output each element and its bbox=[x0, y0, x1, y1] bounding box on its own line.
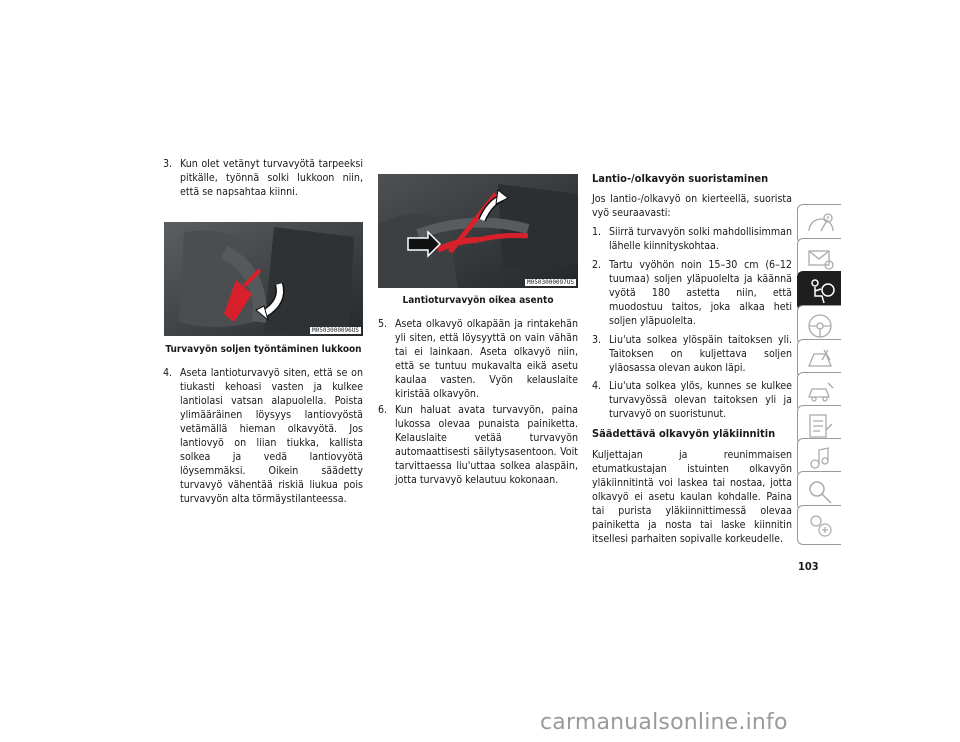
figure-caption: Lantioturvavyön oikea asento bbox=[402, 295, 554, 306]
item-text: Liu'uta solkea ylös, kunnes se kulkee turvavyössä olevan taitoksen yli ja turvavyö on suoristunut. bbox=[609, 380, 792, 420]
list-item bbox=[378, 403, 578, 487]
magnifier-icon bbox=[806, 478, 836, 506]
item-number: 5. bbox=[378, 318, 388, 330]
list-item bbox=[163, 157, 363, 199]
item-text: Kun haluat avata turvavyön, paina lukossa olevaa punaista painiketta. Kelauslaite vetää turvavyön automaattisesti säilytysasentoon. Voit tarvittaessa liu'uttaa solkea alaspäin, jotta turvavyö kelautuu kokonaan. bbox=[395, 404, 578, 486]
checklist-icon bbox=[806, 412, 836, 440]
body-paragraph: Kuljettajan ja reunimmaisen etumatkustajan istuinten olkavyön yläkiinnitintä voi laskea tai nostaa, jotta olkavyö ei asetu kaulan kohdalle. Paina tai purista yläkiinnittimessä olevaa painiketta ja nosta tai laske kiinnitin itsellesi parhaiten sopivalle korkeudelle. bbox=[592, 449, 792, 545]
item-text: Siirrä turvavyön solki mahdollisimman lähelle kiinnityskohtaa. bbox=[609, 226, 792, 252]
dashboard-info-icon bbox=[806, 211, 836, 239]
item-number: 4. bbox=[592, 380, 602, 392]
item-text: Liu'uta solkea ylöspäin taitoksen yli. Taitoksen on kuljettava soljen yläosassa olevan aukon läpi. bbox=[609, 334, 792, 374]
item-text: Kun olet vetänyt turvavyötä tarpeeksi pitkälle, työnnä solki lukkoon niin, että se napsahtaa kiinni. bbox=[180, 158, 363, 198]
figure-caption: Turvavyön soljen työntäminen lukkoon bbox=[165, 344, 362, 355]
figure-lap-belt-position bbox=[378, 174, 578, 288]
list-item bbox=[592, 225, 792, 253]
section-heading: Lantio-/olkavyön suoristaminen bbox=[592, 172, 769, 185]
item-text: Aseta olkavyö olkapään ja rintakehän yli siten, että löysyyttä on vain vähän tai ei lainkaan. Aseta olkavyö niin, että se tuntuu mukavalta eikä asetu kaulaa vasten. Vyön kelauslaite kiristää olkavyön. bbox=[395, 318, 578, 400]
side-tab[interactable] bbox=[797, 505, 841, 545]
figure-buckle-insert bbox=[164, 222, 363, 336]
footer-watermark[interactable]: carmanualsonline.info bbox=[540, 710, 788, 735]
item-text: Aseta lantioturvavyö siten, että se on tiukasti kehoasi vasten ja kulkee lantiolasi vatsan alapuolella. Poista ylimääräinen löysyys lantiovyöstä vetämällä hieman olkavyötä. Jos lantiovyö on liian tiukka, kallista solkea ja vedä lantiovyötä löysemmäksi. Oikein säädetty turvavyö vähentää riskiä liukua pois turvavyön alta törmäystilanteessa. bbox=[180, 367, 363, 505]
item-text: Tartu vyöhön noin 15–30 cm (6–12 tuumaa) soljen yläpuolelta ja käännä vyötä 180 astetta niin, että muodostuu taitos, joka alkaa heti soljen yläpuolelta. bbox=[609, 259, 792, 327]
list-item bbox=[592, 333, 792, 375]
figure-code: M0503000097US bbox=[527, 279, 574, 286]
item-number: 1. bbox=[592, 226, 602, 238]
list-item bbox=[592, 258, 792, 328]
language-icon bbox=[806, 512, 836, 540]
item-number: 3. bbox=[163, 158, 173, 170]
intro-paragraph: Jos lantio-/olkavyö on kierteellä, suorista vyö seuraavasti: bbox=[592, 193, 792, 219]
car-crash-icon bbox=[806, 346, 836, 374]
item-number: 4. bbox=[163, 367, 173, 379]
item-number: 6. bbox=[378, 404, 388, 416]
envelope-icon bbox=[806, 245, 836, 273]
music-nav-icon bbox=[806, 445, 836, 473]
page-number: 103 bbox=[798, 560, 819, 573]
section-heading: Säädettävä olkavyön yläkiinnitin bbox=[592, 427, 776, 440]
list-item bbox=[592, 379, 792, 421]
item-number: 2. bbox=[592, 259, 602, 271]
list-item bbox=[163, 366, 363, 506]
car-service-icon bbox=[806, 379, 836, 407]
figure-code: M0503000096US bbox=[312, 327, 359, 334]
airbag-person-icon bbox=[806, 278, 836, 306]
list-item bbox=[378, 317, 578, 401]
steering-wheel-icon bbox=[806, 312, 836, 340]
item-number: 3. bbox=[592, 334, 602, 346]
